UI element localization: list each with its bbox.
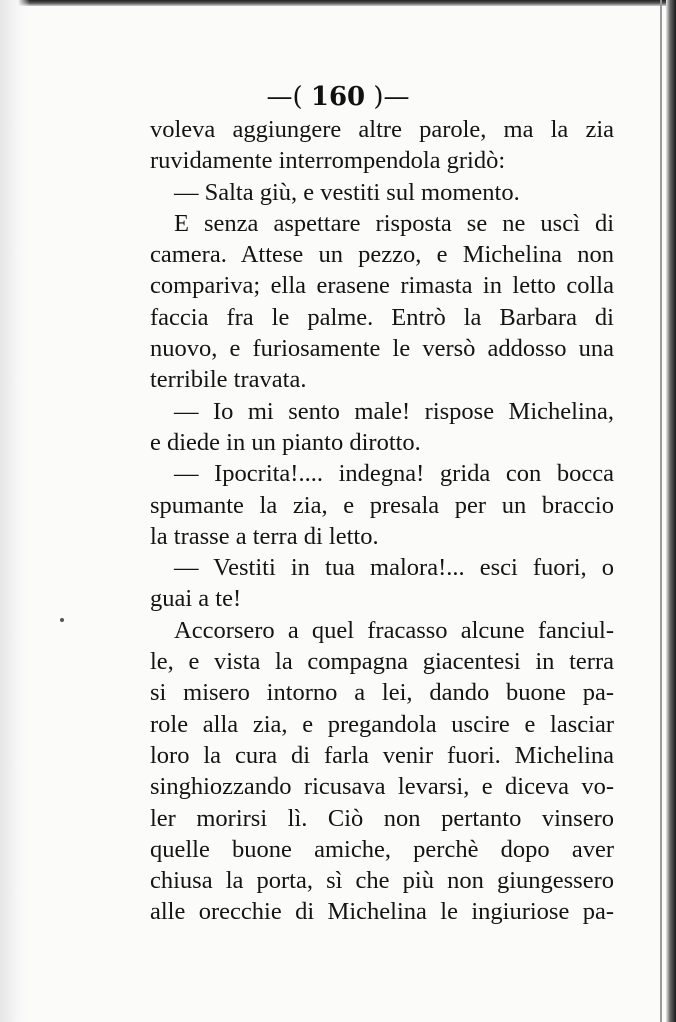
text-line: singhiozzando ricusava levarsi, e diceva vo- (150, 773, 614, 801)
body-text (150, 114, 614, 928)
scan-left-edge (0, 0, 30, 1022)
text-line: — Salta giù, e vestiti sul momento. (174, 178, 520, 206)
text-line: e diede in un pianto dirotto. (150, 428, 421, 456)
text-line: — Vestiti in tua malora!... esci fuori, o (174, 554, 614, 582)
text-line: — Ipocrita!.... indegna! grida con bocca (174, 460, 614, 488)
page-header (0, 82, 676, 112)
scan-right-rule (660, 0, 662, 1022)
text-line: loro la cura di farla venir fuori. Michelina (150, 741, 614, 769)
header-prefix: —( (266, 82, 303, 112)
text-line: alle orecchie di Michelina le ingiuriose pa- (150, 898, 614, 926)
text-line: la trasse a terra di letto. (150, 522, 379, 550)
text-line: si misero intorno a lei, dando buone pa- (150, 679, 614, 707)
text-line: spumante la zia, e presala per un braccio (150, 491, 614, 519)
text-line: nuovo, e furiosamente le versò addosso una (150, 335, 614, 363)
text-line: camera. Attese un pezzo, e Michelina non (150, 241, 614, 269)
text-line: — Io mi sento male! rispose Michelina, (174, 397, 614, 425)
text-line: compariva; ella erasene rimasta in letto colla (150, 272, 614, 300)
scan-right-edge (666, 0, 676, 1022)
text-line: quelle buone amiche, perchè dopo aver (150, 835, 614, 863)
text-line: chiusa la porta, sì che più non giungessero (150, 867, 614, 895)
text-line: ler morirsi lì. Ciò non pertanto vinsero (150, 804, 614, 832)
page-number: 160 (310, 82, 366, 112)
scan-top-edge (0, 0, 676, 6)
scan-speck (60, 618, 64, 622)
text-line: Accorsero a quel fracasso alcune fanciul- (174, 616, 614, 644)
text-line: terribile travata. (150, 366, 307, 394)
text-line: guai a te! (150, 585, 242, 613)
text-line: ruvidamente interrompendola gridò: (150, 147, 506, 175)
header-suffix: )— (373, 82, 410, 112)
text-line: E senza aspettare risposta se ne uscì di (174, 209, 614, 237)
text-line: faccia fra le palme. Entrò la Barbara di (150, 303, 614, 331)
text-line: voleva aggiungere altre parole, ma la zia (150, 116, 614, 143)
text-line: role alla zia, e pregandola uscire e lasciar (150, 710, 614, 738)
text-line: le, e vista la compagna giacentesi in terra (150, 648, 614, 676)
